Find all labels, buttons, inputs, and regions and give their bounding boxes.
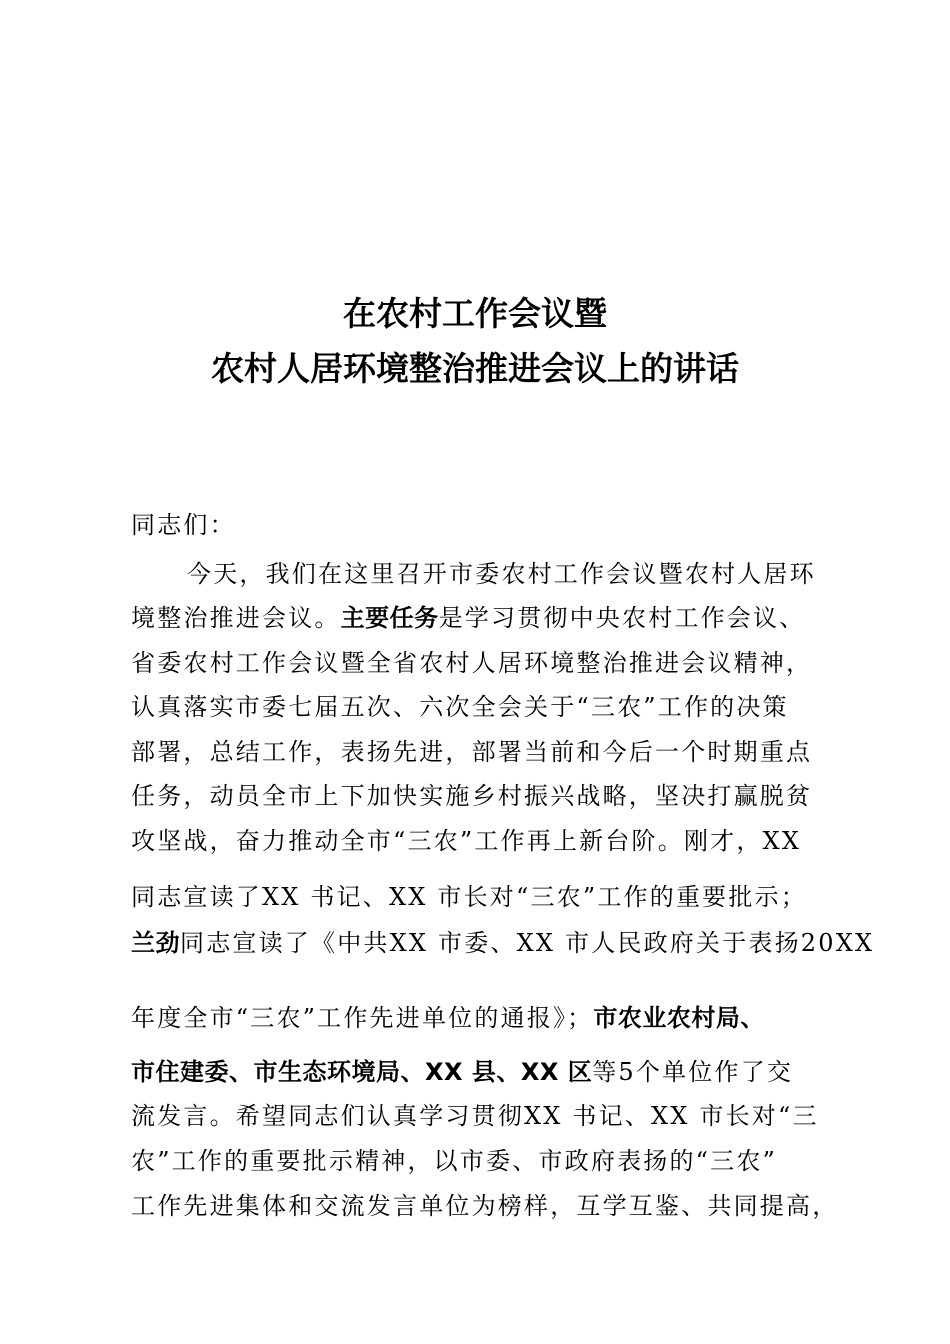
text-run: 等5个单位作了交: [592, 1058, 794, 1086]
paragraph-line-3: 省委农村工作会议暨全省农村人居环境整治推进会议精神，: [131, 649, 813, 677]
bold-text-name: 兰劲: [131, 929, 180, 957]
greeting: 同志们：: [131, 511, 236, 539]
paragraph-line-2: [131, 603, 805, 633]
text-run: 年度全市“三农”工作先进单位的通报》；: [131, 1004, 594, 1032]
paragraph-line-7: 攻坚战，奋力推动全市“三农”工作再上新台阶。刚才，XX: [131, 827, 802, 855]
text-run: 同志宣读了《中共XX 市委、XX 市人民政府关于表扬20XX: [180, 929, 875, 957]
paragraph-line-4: 认真落实市委七届五次、六次全会关于“三农”工作的决策: [131, 693, 789, 721]
bold-text-units: 市住建委、市生态环境局、XX 县、XX 区: [131, 1058, 593, 1086]
text-run: 境整治推进会议。: [131, 604, 341, 632]
paragraph-line-9: [131, 928, 874, 958]
paragraph-line-11: [131, 1057, 793, 1087]
title-line-1: 在农村工作会议暨: [343, 294, 607, 333]
bold-text-units: 市农业农村局、: [593, 1004, 765, 1032]
paragraph-line-6: 任务，动员全市上下加快实施乡村振兴战略，坚决打赢脱贫: [131, 782, 813, 810]
paragraph-line-10: [131, 1003, 765, 1033]
paragraph-line-14: 工作先进集体和交流发言单位为榜样，互学互鉴、共同提高，: [131, 1192, 839, 1220]
paragraph-line-13: 农”工作的重要批示精神，以市委、市政府表扬的“三农”: [131, 1147, 778, 1175]
text-run: 是学习贯彻中央农村工作会议、: [438, 604, 806, 632]
bold-text-main-task: 主要任务: [340, 604, 439, 632]
paragraph-line-8: 同志宣读了XX 书记、XX 市长对“三农”工作的重要批示；: [131, 883, 807, 911]
paragraph-line-5: 部署，总结工作，表扬先进，部署当前和今后一个时期重点: [131, 738, 813, 766]
paragraph-line-1: 今天，我们在这里召开市委农村工作会议暨农村人居环: [187, 560, 816, 588]
title-line-2: 农村人居环境整治推进会议上的讲话: [211, 349, 739, 388]
paragraph-line-12: 流发言。希望同志们认真学习贯彻XX 书记、XX 市长对“三: [131, 1102, 819, 1130]
